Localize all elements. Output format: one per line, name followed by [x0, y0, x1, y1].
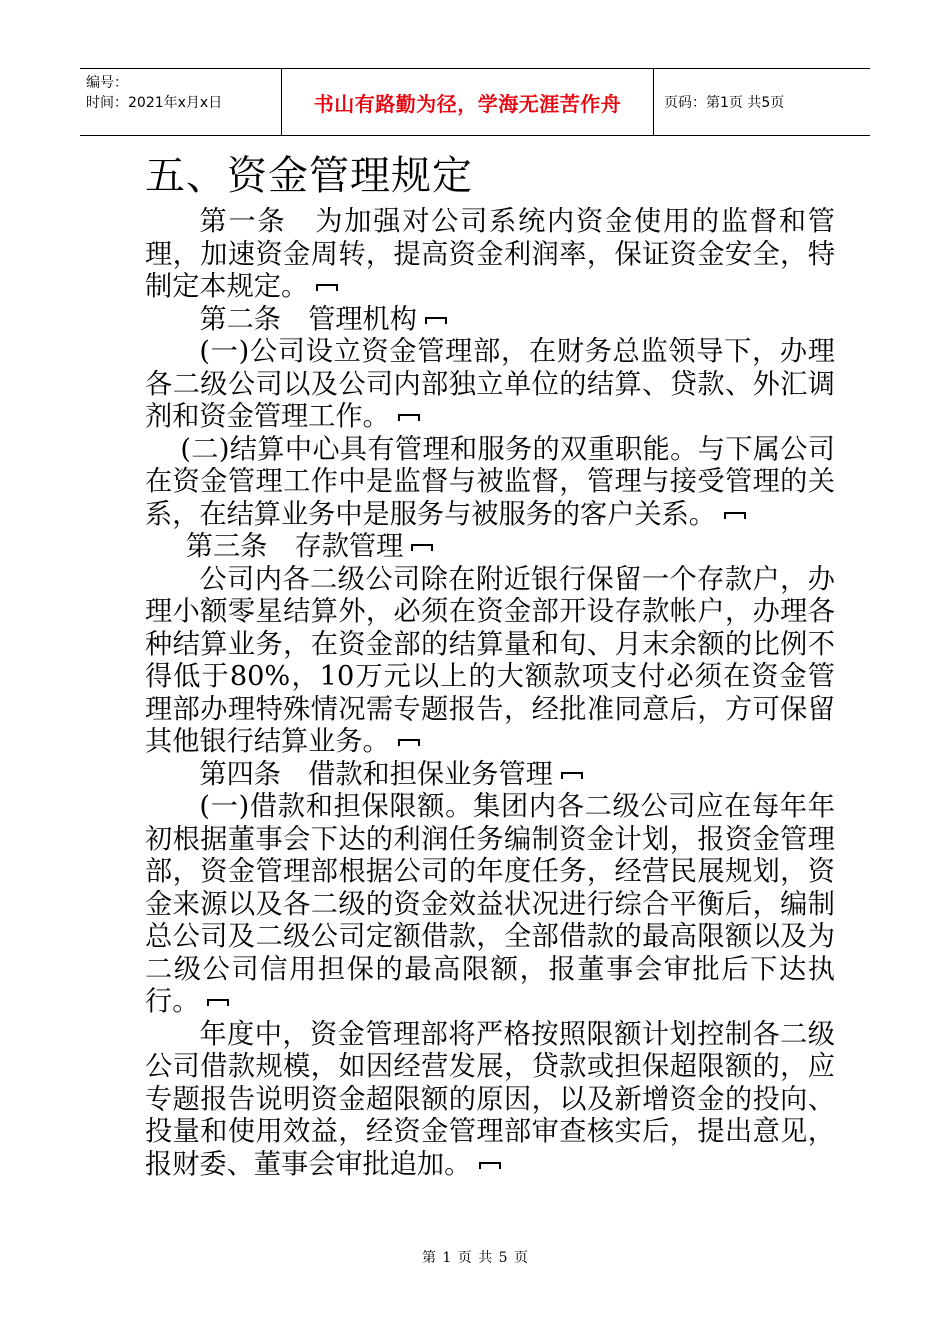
paragraph-mark-icon [398, 739, 420, 746]
paragraph-article-2-item-1: (一)公司设立资金管理部，在财务总监领导下，办理各二级公司以及公司内部独立单位的结算、贷款、外汇调剂和资金管理工作。 [145, 336, 835, 432]
section-title: 五、资金管理规定 [145, 153, 473, 199]
document-header [80, 68, 870, 136]
document-time-label: 时间：2021年x月x日 [86, 95, 223, 111]
paragraph-article-3-heading: 第三条 存款管理 [145, 531, 835, 564]
document-body [145, 150, 835, 1181]
paragraph-article-4-item-1: (一)借款和担保限额。集团内各二级公司应在每年年初根据董事会下达的利润任务编制资金计划，报资金管理部，资金管理部根据公司的年度任务，经营民展规划，资金来源以及各二级的资金效益状况进行综合平衡后，编制总公司及二级公司定额借款，全部借款的最高限额以及为二级公司信用担保的最高限额，报董事会审批后下达执行。 [145, 791, 835, 1017]
paragraph-article-2-heading: 第二条 管理机构 [145, 304, 835, 337]
paragraph-article-2-item-2: (二)结算中心具有管理和服务的双重职能。与下属公司在资金管理工作中是监督与被监督，管理与接受管理的关系，在结算业务中是服务与被服务的客户关系。 [145, 433, 835, 530]
header-motto: 书山有路勤为径，学海无涯苦作舟 [282, 69, 654, 135]
paragraph-article-1: 第一条 为加强对公司系统内资金使用的监督和管理，加速资金周转，提高资金利润率，保证资金安全，特制定本规定。 [145, 206, 835, 302]
paragraph-mark-icon [398, 414, 420, 421]
document-number-label: 编号： [86, 75, 128, 91]
paragraph-mark-icon [207, 999, 229, 1006]
header-meta-cell [80, 69, 282, 135]
paragraph-mark-icon [561, 772, 583, 779]
paragraph-mark-icon [425, 317, 447, 324]
header-page-number: 页码：第1页 共5页 [664, 95, 785, 111]
paragraph-mark-icon [411, 544, 433, 551]
page-footer: 第 1 页 共 5 页 [421, 1250, 529, 1266]
paragraph-article-4-heading: 第四条 借款和担保业务管理 [145, 759, 835, 792]
paragraph-mark-icon [479, 1162, 501, 1169]
paragraph-article-3-body: 公司内各二级公司除在附近银行保留一个存款户，办理小额零星结算外，必须在资金部开设存款帐户，办理各种结算业务，在资金部的结算量和旬、月末余额的比例不得低于80%，10万元以上的大额款项支付必须在资金管理部办理特殊情况需专题报告，经批准同意后，方可保留其他银行结算业务。 [145, 563, 835, 757]
paragraph-mark-icon [724, 512, 746, 519]
paragraph-mark-icon [316, 284, 338, 291]
paragraph-article-4-body: 年度中，资金管理部将严格按照限额计划控制各二级公司借款规模，如因经营发展，贷款或担保超限额的，应专题报告说明资金超限额的原因，以及新增资金的投向、投量和使用效益，经资金管理部审查核实后，提出意见，报财委、董事会审批追加。 [145, 1018, 835, 1180]
